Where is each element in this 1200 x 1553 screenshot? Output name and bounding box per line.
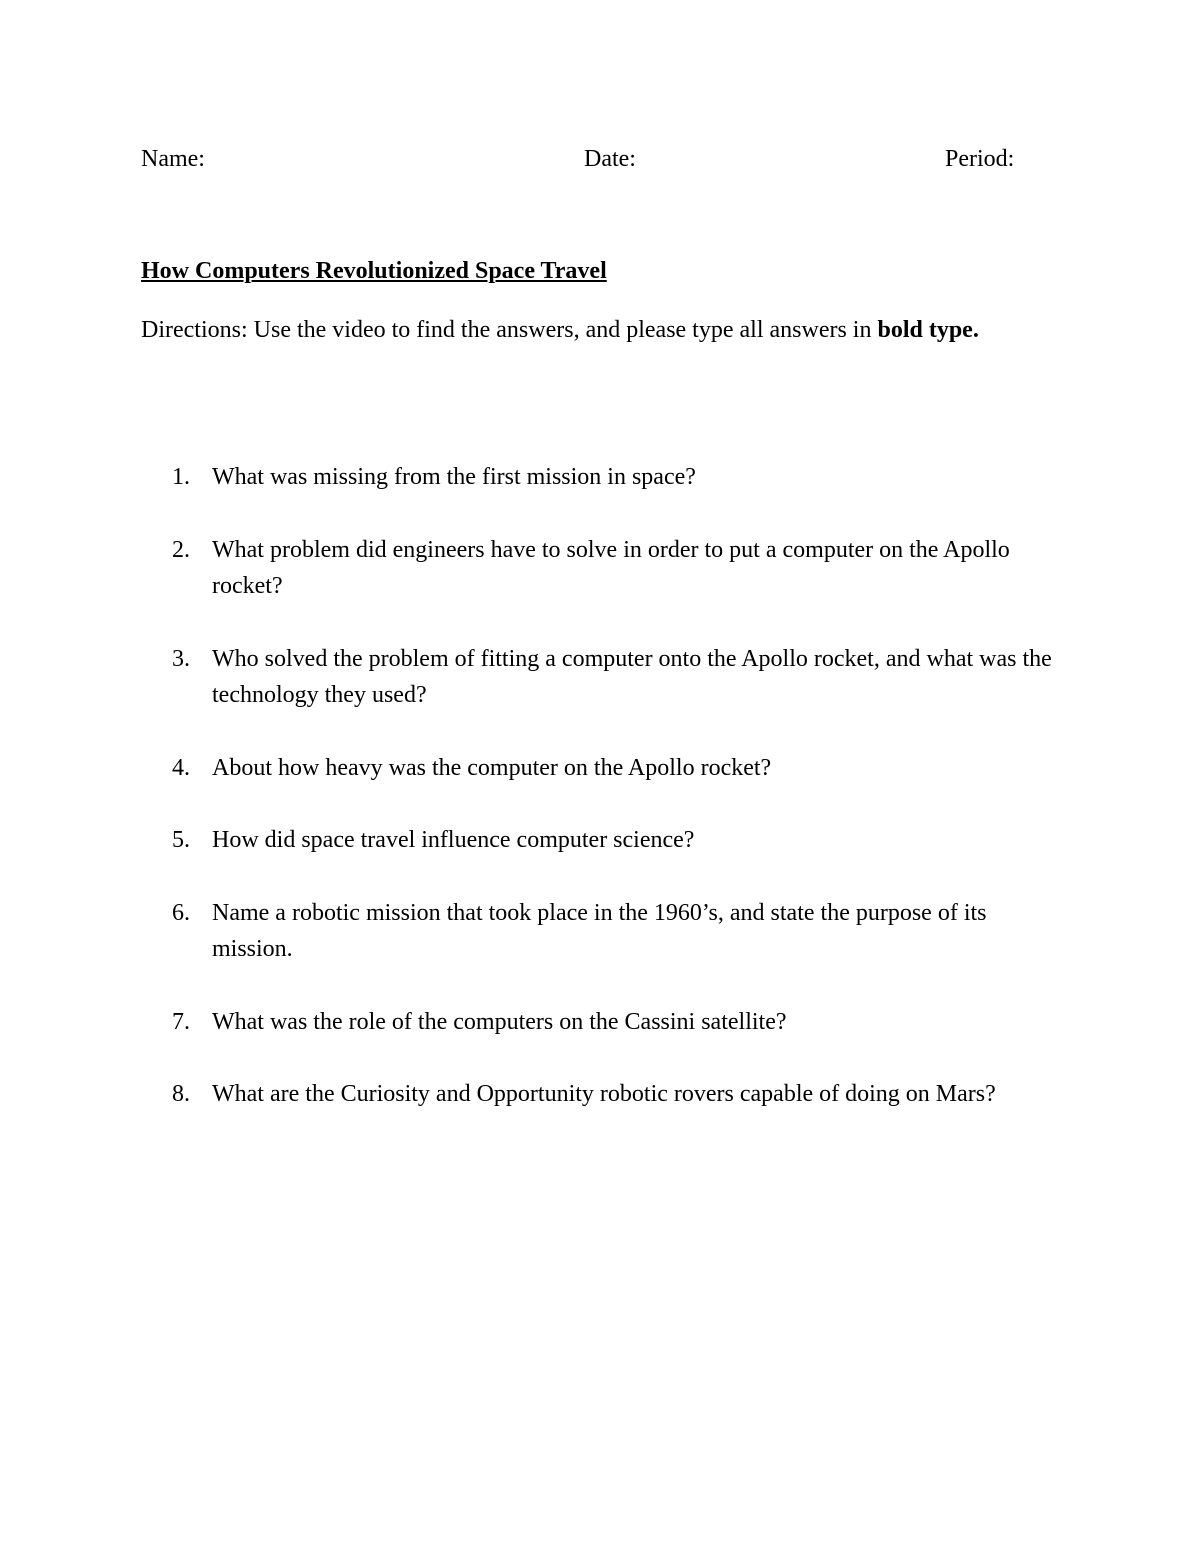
question-text: What problem did engineers have to solve in order to put a computer on the Apollo rocket? bbox=[212, 536, 1010, 599]
question-item bbox=[141, 1004, 1061, 1041]
question-number: 2. bbox=[172, 536, 190, 563]
directions-bold-text: bold type. bbox=[877, 317, 979, 343]
question-text: Name a robotic mission that took place in the 1960’s, and state the purpose of its mission. bbox=[212, 899, 987, 962]
question-item bbox=[141, 822, 1061, 859]
question-number: 3. bbox=[172, 645, 190, 672]
question-text: What was missing from the first mission in space? bbox=[212, 464, 696, 490]
worksheet-title: How Computers Revolutionized Space Travel bbox=[141, 258, 607, 284]
question-text: How did space travel influence computer science? bbox=[212, 827, 695, 853]
question-item bbox=[141, 459, 1061, 496]
question-number: 1. bbox=[172, 464, 190, 490]
question-number: 7. bbox=[172, 1008, 190, 1035]
question-number: 4. bbox=[172, 754, 190, 781]
question-number: 8. bbox=[172, 1081, 190, 1107]
question-text: What was the role of the computers on the Cassini satellite? bbox=[212, 1008, 787, 1035]
period-label: Period: bbox=[945, 146, 1015, 172]
question-text: About how heavy was the computer on the Apollo rocket? bbox=[212, 754, 772, 781]
question-number: 6. bbox=[172, 899, 190, 926]
question-text: What are the Curiosity and Opportunity robotic rovers capable of doing on Mars? bbox=[212, 1081, 996, 1107]
question-item bbox=[141, 750, 1061, 787]
question-number: 5. bbox=[172, 827, 190, 853]
name-label: Name: bbox=[141, 146, 205, 172]
directions-paragraph bbox=[141, 310, 1051, 350]
directions-text: Directions: Use the video to find the answers, and please type all answers in bbox=[141, 317, 878, 343]
question-list bbox=[141, 459, 1061, 1149]
question-text: Who solved the problem of fitting a computer onto the Apollo rocket, and what was the technology they used? bbox=[212, 645, 1052, 708]
question-item bbox=[141, 895, 1061, 968]
student-info-row bbox=[141, 143, 1041, 175]
question-item bbox=[141, 532, 1061, 605]
date-label: Date: bbox=[584, 146, 636, 172]
question-item bbox=[141, 1076, 1061, 1113]
question-item bbox=[141, 641, 1061, 714]
